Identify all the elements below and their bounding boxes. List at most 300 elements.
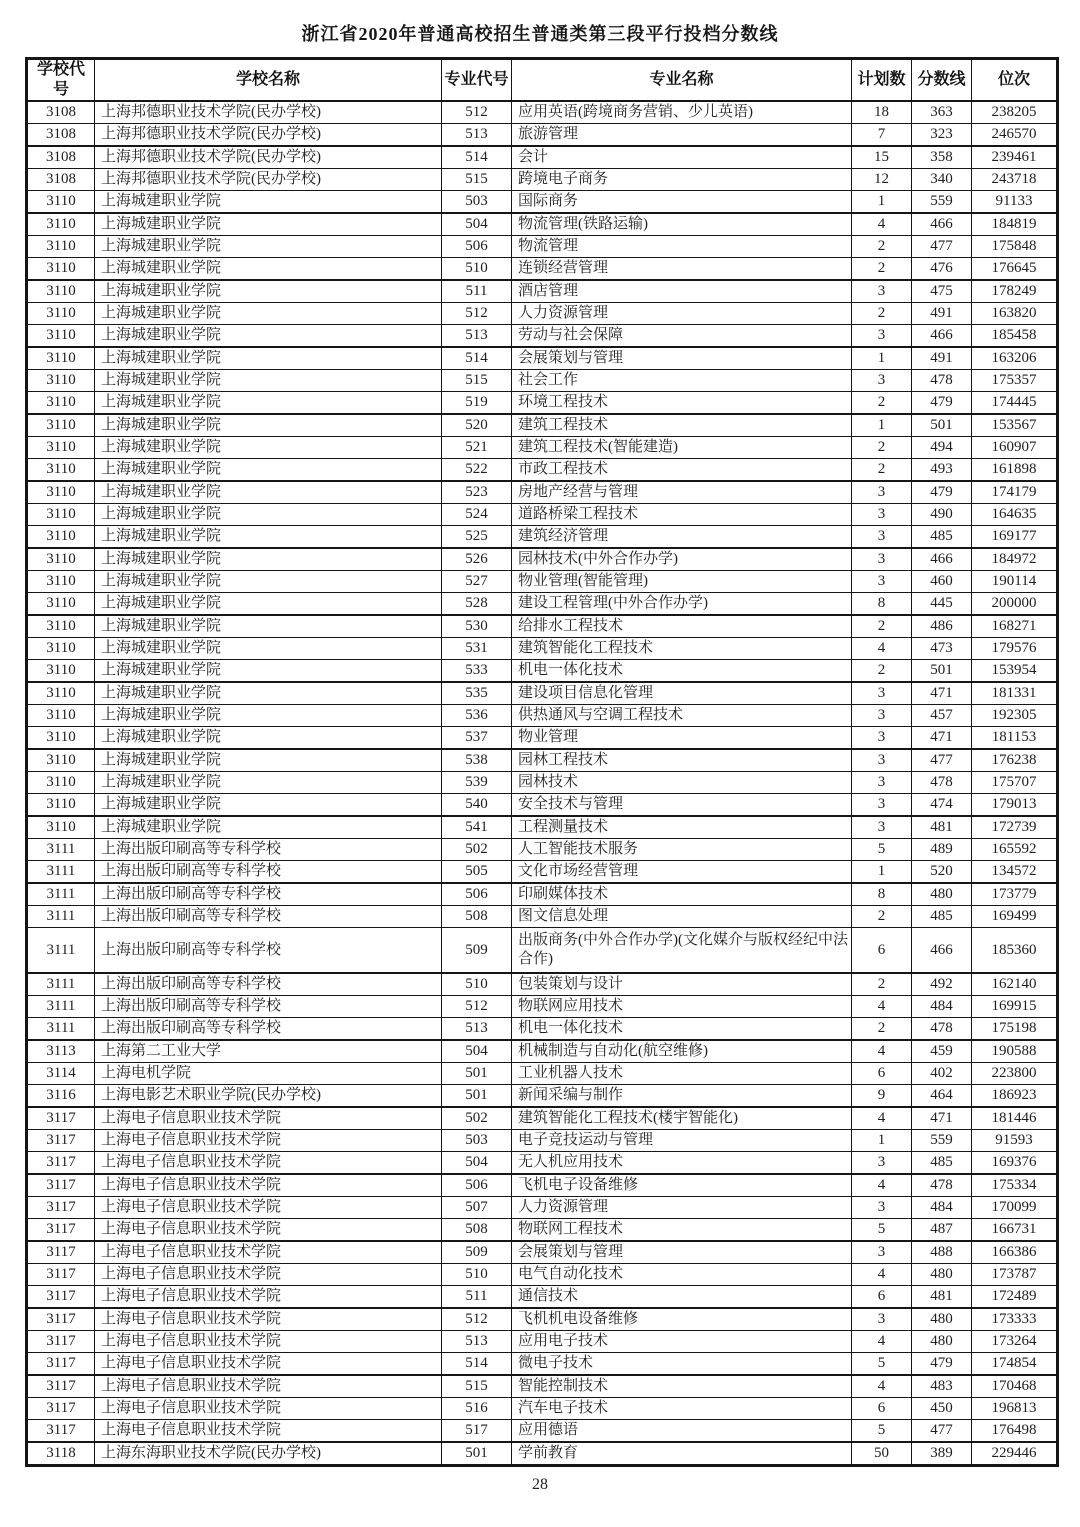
cell-score-line: 485 [912, 906, 972, 928]
cell-score-line: 483 [912, 1375, 972, 1398]
table-row [27, 794, 1058, 817]
cell-rank: 166386 [972, 1241, 1058, 1264]
table-row [27, 772, 1058, 794]
cell-plan-count: 3 [852, 548, 912, 571]
cell-major-name: 包装策划与设计 [512, 973, 852, 996]
cell-plan-count: 8 [852, 883, 912, 906]
cell-school-name: 上海城建职业学院 [95, 303, 442, 325]
cell-school-name: 上海城建职业学院 [95, 705, 442, 727]
cell-rank: 153567 [972, 414, 1058, 437]
cell-major-name: 机械制造与自动化(航空维修) [512, 1040, 852, 1063]
cell-major-code: 510 [442, 973, 512, 996]
cell-school-code: 3110 [27, 303, 95, 325]
cell-major-code: 520 [442, 414, 512, 437]
cell-school-code: 3110 [27, 794, 95, 817]
cell-score-line: 489 [912, 839, 972, 861]
cell-score-line: 559 [912, 1130, 972, 1152]
cell-major-code: 524 [442, 504, 512, 526]
cell-score-line: 478 [912, 1018, 972, 1041]
cell-score-line: 466 [912, 213, 972, 236]
header-school-code: 学校代号 [27, 59, 95, 102]
table-row [27, 213, 1058, 236]
cell-major-code: 507 [442, 1197, 512, 1219]
cell-major-name: 物业管理(智能管理) [512, 571, 852, 593]
cell-major-code: 528 [442, 593, 512, 616]
cell-school-name: 上海城建职业学院 [95, 325, 442, 348]
cell-school-code: 3117 [27, 1219, 95, 1242]
cell-plan-count: 1 [852, 191, 912, 214]
cell-score-line: 473 [912, 638, 972, 660]
cell-rank: 166731 [972, 1219, 1058, 1242]
cell-score-line: 358 [912, 146, 972, 169]
cell-school-code: 3110 [27, 772, 95, 794]
cell-school-name: 上海出版印刷高等专科学校 [95, 1018, 442, 1041]
cell-major-code: 521 [442, 437, 512, 459]
cell-plan-count: 1 [852, 347, 912, 370]
cell-rank: 184819 [972, 213, 1058, 236]
cell-school-code: 3117 [27, 1107, 95, 1130]
cell-major-code: 513 [442, 124, 512, 147]
cell-school-name: 上海城建职业学院 [95, 571, 442, 593]
cell-major-name: 劳动与社会保障 [512, 325, 852, 348]
cell-score-line: 389 [912, 1442, 972, 1466]
table-row [27, 906, 1058, 928]
cell-school-name: 上海城建职业学院 [95, 749, 442, 772]
cell-rank: 161898 [972, 459, 1058, 482]
cell-score-line: 488 [912, 1241, 972, 1264]
cell-school-name: 上海电子信息职业技术学院 [95, 1197, 442, 1219]
cell-rank: 160907 [972, 437, 1058, 459]
cell-school-code: 3117 [27, 1375, 95, 1398]
cell-score-line: 460 [912, 571, 972, 593]
table-row [27, 1241, 1058, 1264]
table-row [27, 816, 1058, 839]
cell-major-code: 509 [442, 928, 512, 974]
cell-rank: 173787 [972, 1264, 1058, 1286]
cell-score-line: 493 [912, 459, 972, 482]
cell-plan-count: 3 [852, 370, 912, 392]
cell-school-code: 3117 [27, 1331, 95, 1353]
table-row [27, 459, 1058, 482]
cell-plan-count: 5 [852, 1353, 912, 1376]
cell-school-name: 上海电子信息职业技术学院 [95, 1152, 442, 1175]
cell-school-name: 上海电机学院 [95, 1063, 442, 1085]
cell-plan-count: 3 [852, 705, 912, 727]
cell-rank: 186923 [972, 1085, 1058, 1108]
cell-plan-count: 1 [852, 414, 912, 437]
cell-school-code: 3108 [27, 101, 95, 124]
table-row [27, 1085, 1058, 1108]
cell-major-code: 512 [442, 303, 512, 325]
cell-score-line: 466 [912, 325, 972, 348]
cell-rank: 175198 [972, 1018, 1058, 1041]
cell-score-line: 479 [912, 1353, 972, 1376]
cell-school-name: 上海出版印刷高等专科学校 [95, 861, 442, 884]
table-row [27, 1375, 1058, 1398]
cell-major-name: 房地产经营与管理 [512, 481, 852, 504]
score-table [25, 57, 1059, 1467]
cell-major-name: 物联网应用技术 [512, 996, 852, 1018]
cell-plan-count: 3 [852, 504, 912, 526]
cell-rank: 173264 [972, 1331, 1058, 1353]
table-row [27, 705, 1058, 727]
cell-rank: 190114 [972, 571, 1058, 593]
cell-plan-count: 2 [852, 258, 912, 281]
cell-school-name: 上海城建职业学院 [95, 347, 442, 370]
cell-rank: 163820 [972, 303, 1058, 325]
cell-major-name: 市政工程技术 [512, 459, 852, 482]
table-row [27, 191, 1058, 214]
cell-school-code: 3110 [27, 660, 95, 683]
cell-major-code: 513 [442, 1331, 512, 1353]
cell-score-line: 478 [912, 772, 972, 794]
cell-school-code: 3118 [27, 1442, 95, 1466]
cell-school-name: 上海城建职业学院 [95, 816, 442, 839]
cell-rank: 169376 [972, 1152, 1058, 1175]
cell-major-code: 505 [442, 861, 512, 884]
cell-school-name: 上海城建职业学院 [95, 794, 442, 817]
cell-major-name: 建筑经济管理 [512, 526, 852, 549]
cell-school-name: 上海出版印刷高等专科学校 [95, 928, 442, 974]
cell-school-name: 上海城建职业学院 [95, 727, 442, 750]
cell-school-code: 3110 [27, 258, 95, 281]
cell-major-code: 508 [442, 906, 512, 928]
cell-score-line: 475 [912, 280, 972, 303]
cell-rank: 174445 [972, 392, 1058, 415]
cell-major-name: 图文信息处理 [512, 906, 852, 928]
cell-rank: 200000 [972, 593, 1058, 616]
cell-major-code: 515 [442, 169, 512, 191]
table-row [27, 526, 1058, 549]
cell-rank: 179576 [972, 638, 1058, 660]
table-row [27, 1286, 1058, 1309]
cell-school-name: 上海电子信息职业技术学院 [95, 1219, 442, 1242]
cell-school-code: 3110 [27, 392, 95, 415]
cell-plan-count: 4 [852, 638, 912, 660]
cell-score-line: 501 [912, 660, 972, 683]
cell-major-code: 504 [442, 213, 512, 236]
cell-major-name: 飞机电子设备维修 [512, 1174, 852, 1197]
table-row [27, 928, 1058, 974]
cell-score-line: 450 [912, 1398, 972, 1420]
cell-school-name: 上海城建职业学院 [95, 615, 442, 638]
cell-school-name: 上海城建职业学院 [95, 236, 442, 258]
cell-major-code: 504 [442, 1152, 512, 1175]
cell-school-name: 上海城建职业学院 [95, 548, 442, 571]
cell-school-code: 3117 [27, 1197, 95, 1219]
cell-score-line: 457 [912, 705, 972, 727]
cell-major-code: 512 [442, 1308, 512, 1331]
cell-major-name: 飞机机电设备维修 [512, 1308, 852, 1331]
cell-school-code: 3108 [27, 124, 95, 147]
table-row [27, 1353, 1058, 1376]
header-major-code: 专业代号 [442, 59, 512, 102]
cell-school-name: 上海城建职业学院 [95, 481, 442, 504]
cell-major-name: 微电子技术 [512, 1353, 852, 1376]
cell-plan-count: 4 [852, 1174, 912, 1197]
cell-score-line: 476 [912, 258, 972, 281]
cell-major-code: 506 [442, 883, 512, 906]
cell-rank: 173333 [972, 1308, 1058, 1331]
table-row [27, 437, 1058, 459]
cell-school-name: 上海城建职业学院 [95, 437, 442, 459]
table-row [27, 1152, 1058, 1175]
cell-plan-count: 2 [852, 392, 912, 415]
cell-rank: 164635 [972, 504, 1058, 526]
cell-major-code: 514 [442, 146, 512, 169]
cell-rank: 179013 [972, 794, 1058, 817]
table-row [27, 124, 1058, 147]
cell-school-name: 上海出版印刷高等专科学校 [95, 996, 442, 1018]
page-number: 28 [532, 1476, 548, 1493]
table-row [27, 258, 1058, 281]
cell-rank: 175334 [972, 1174, 1058, 1197]
cell-score-line: 490 [912, 504, 972, 526]
cell-major-code: 501 [442, 1063, 512, 1085]
cell-major-code: 531 [442, 638, 512, 660]
cell-plan-count: 4 [852, 996, 912, 1018]
cell-school-name: 上海城建职业学院 [95, 370, 442, 392]
cell-school-code: 3117 [27, 1152, 95, 1175]
cell-major-name: 供热通风与空调工程技术 [512, 705, 852, 727]
cell-school-code: 3110 [27, 548, 95, 571]
cell-rank: 190588 [972, 1040, 1058, 1063]
cell-major-code: 510 [442, 258, 512, 281]
cell-major-name: 智能控制技术 [512, 1375, 852, 1398]
cell-major-name: 应用电子技术 [512, 1331, 852, 1353]
cell-major-code: 527 [442, 571, 512, 593]
cell-score-line: 480 [912, 1308, 972, 1331]
cell-major-code: 501 [442, 1442, 512, 1466]
cell-plan-count: 2 [852, 906, 912, 928]
table-row [27, 370, 1058, 392]
cell-rank: 239461 [972, 146, 1058, 169]
cell-major-name: 园林技术 [512, 772, 852, 794]
cell-score-line: 459 [912, 1040, 972, 1063]
cell-school-code: 3110 [27, 727, 95, 750]
cell-major-name: 电气自动化技术 [512, 1264, 852, 1286]
cell-plan-count: 2 [852, 459, 912, 482]
cell-school-name: 上海城建职业学院 [95, 660, 442, 683]
cell-plan-count: 4 [852, 213, 912, 236]
cell-plan-count: 6 [852, 1063, 912, 1085]
cell-major-code: 516 [442, 1398, 512, 1420]
cell-school-code: 3110 [27, 213, 95, 236]
cell-plan-count: 4 [852, 1264, 912, 1286]
header-major-name: 专业名称 [512, 59, 852, 102]
cell-score-line: 491 [912, 347, 972, 370]
table-row [27, 861, 1058, 884]
table-row [27, 1018, 1058, 1041]
table-row [27, 1174, 1058, 1197]
cell-school-code: 3110 [27, 325, 95, 348]
cell-score-line: 466 [912, 928, 972, 974]
cell-school-name: 上海电子信息职业技术学院 [95, 1308, 442, 1331]
cell-school-code: 3110 [27, 280, 95, 303]
table-row [27, 638, 1058, 660]
cell-rank: 134572 [972, 861, 1058, 884]
cell-score-line: 474 [912, 794, 972, 817]
table-row [27, 682, 1058, 705]
cell-score-line: 487 [912, 1219, 972, 1242]
cell-school-code: 3110 [27, 437, 95, 459]
cell-major-name: 应用德语 [512, 1420, 852, 1443]
cell-plan-count: 12 [852, 169, 912, 191]
cell-school-name: 上海出版印刷高等专科学校 [95, 883, 442, 906]
cell-score-line: 479 [912, 392, 972, 415]
cell-plan-count: 2 [852, 437, 912, 459]
table-row [27, 414, 1058, 437]
cell-plan-count: 50 [852, 1442, 912, 1466]
cell-school-code: 3110 [27, 191, 95, 214]
cell-school-code: 3117 [27, 1130, 95, 1152]
cell-major-code: 540 [442, 794, 512, 817]
cell-rank: 176238 [972, 749, 1058, 772]
cell-major-code: 503 [442, 191, 512, 214]
cell-rank: 163206 [972, 347, 1058, 370]
cell-school-code: 3117 [27, 1420, 95, 1443]
cell-rank: 178249 [972, 280, 1058, 303]
table-row [27, 347, 1058, 370]
table-row [27, 146, 1058, 169]
table-row [27, 1219, 1058, 1242]
table-body [27, 101, 1058, 1466]
cell-plan-count: 3 [852, 816, 912, 839]
cell-school-name: 上海城建职业学院 [95, 772, 442, 794]
cell-rank: 246570 [972, 124, 1058, 147]
cell-major-code: 502 [442, 839, 512, 861]
cell-rank: 174179 [972, 481, 1058, 504]
cell-major-code: 541 [442, 816, 512, 839]
cell-school-code: 3111 [27, 906, 95, 928]
cell-major-name: 机电一体化技术 [512, 660, 852, 683]
cell-plan-count: 15 [852, 146, 912, 169]
cell-school-name: 上海城建职业学院 [95, 593, 442, 616]
cell-plan-count: 3 [852, 571, 912, 593]
cell-major-name: 旅游管理 [512, 124, 852, 147]
table-row [27, 1197, 1058, 1219]
cell-rank: 243718 [972, 169, 1058, 191]
cell-school-code: 3116 [27, 1085, 95, 1108]
cell-school-code: 3110 [27, 481, 95, 504]
table-row [27, 1130, 1058, 1152]
cell-school-name: 上海电子信息职业技术学院 [95, 1286, 442, 1309]
cell-major-name: 建筑工程技术 [512, 414, 852, 437]
cell-score-line: 481 [912, 816, 972, 839]
cell-major-name: 通信技术 [512, 1286, 852, 1309]
cell-rank: 169177 [972, 526, 1058, 549]
cell-rank: 175357 [972, 370, 1058, 392]
cell-major-code: 513 [442, 1018, 512, 1041]
cell-rank: 176498 [972, 1420, 1058, 1443]
cell-school-name: 上海城建职业学院 [95, 258, 442, 281]
cell-school-name: 上海城建职业学院 [95, 459, 442, 482]
cell-major-code: 523 [442, 481, 512, 504]
table-row [27, 1420, 1058, 1443]
table-row [27, 973, 1058, 996]
cell-school-name: 上海第二工业大学 [95, 1040, 442, 1063]
cell-major-name: 会计 [512, 146, 852, 169]
cell-school-code: 3108 [27, 169, 95, 191]
cell-rank: 185458 [972, 325, 1058, 348]
cell-rank: 223800 [972, 1063, 1058, 1085]
cell-plan-count: 3 [852, 481, 912, 504]
cell-plan-count: 3 [852, 1308, 912, 1331]
cell-rank: 181153 [972, 727, 1058, 750]
cell-school-code: 3117 [27, 1174, 95, 1197]
table-row [27, 1107, 1058, 1130]
cell-score-line: 477 [912, 236, 972, 258]
cell-plan-count: 3 [852, 794, 912, 817]
cell-score-line: 485 [912, 526, 972, 549]
cell-score-line: 484 [912, 1197, 972, 1219]
cell-school-code: 3110 [27, 749, 95, 772]
cell-school-code: 3110 [27, 705, 95, 727]
cell-major-code: 512 [442, 996, 512, 1018]
cell-school-name: 上海电子信息职业技术学院 [95, 1174, 442, 1197]
cell-score-line: 478 [912, 1174, 972, 1197]
cell-score-line: 501 [912, 414, 972, 437]
cell-rank: 172489 [972, 1286, 1058, 1309]
cell-rank: 91593 [972, 1130, 1058, 1152]
cell-score-line: 402 [912, 1063, 972, 1085]
cell-major-name: 印刷媒体技术 [512, 883, 852, 906]
cell-major-code: 515 [442, 370, 512, 392]
cell-score-line: 323 [912, 124, 972, 147]
table-row [27, 1063, 1058, 1085]
cell-school-name: 上海邦德职业技术学院(民办学校) [95, 124, 442, 147]
cell-major-name: 出版商务(中外合作办学)(文化媒介与版权经纪中法合作) [512, 928, 852, 974]
cell-score-line: 520 [912, 861, 972, 884]
table-row [27, 1398, 1058, 1420]
cell-major-code: 514 [442, 1353, 512, 1376]
cell-major-name: 文化市场经营管理 [512, 861, 852, 884]
cell-plan-count: 3 [852, 280, 912, 303]
cell-plan-count: 3 [852, 1197, 912, 1219]
cell-major-code: 515 [442, 1375, 512, 1398]
cell-school-name: 上海城建职业学院 [95, 638, 442, 660]
cell-major-code: 538 [442, 749, 512, 772]
cell-major-name: 学前教育 [512, 1442, 852, 1466]
cell-school-code: 3111 [27, 839, 95, 861]
cell-school-code: 3108 [27, 146, 95, 169]
cell-score-line: 492 [912, 973, 972, 996]
cell-school-name: 上海城建职业学院 [95, 682, 442, 705]
cell-school-code: 3110 [27, 236, 95, 258]
cell-major-code: 504 [442, 1040, 512, 1063]
table-row [27, 548, 1058, 571]
cell-school-name: 上海电子信息职业技术学院 [95, 1375, 442, 1398]
table-row [27, 615, 1058, 638]
cell-score-line: 559 [912, 191, 972, 214]
cell-rank: 170099 [972, 1197, 1058, 1219]
cell-major-name: 连锁经营管理 [512, 258, 852, 281]
cell-major-name: 跨境电子商务 [512, 169, 852, 191]
cell-plan-count: 4 [852, 1107, 912, 1130]
cell-school-code: 3111 [27, 1018, 95, 1041]
cell-major-code: 510 [442, 1264, 512, 1286]
cell-rank: 181446 [972, 1107, 1058, 1130]
cell-plan-count: 5 [852, 839, 912, 861]
table-row [27, 1264, 1058, 1286]
cell-plan-count: 7 [852, 124, 912, 147]
cell-school-name: 上海城建职业学院 [95, 414, 442, 437]
cell-major-name: 园林技术(中外合作办学) [512, 548, 852, 571]
cell-major-name: 建筑智能化工程技术(楼宇智能化) [512, 1107, 852, 1130]
cell-major-name: 人力资源管理 [512, 303, 852, 325]
cell-plan-count: 2 [852, 303, 912, 325]
cell-plan-count: 5 [852, 1420, 912, 1443]
